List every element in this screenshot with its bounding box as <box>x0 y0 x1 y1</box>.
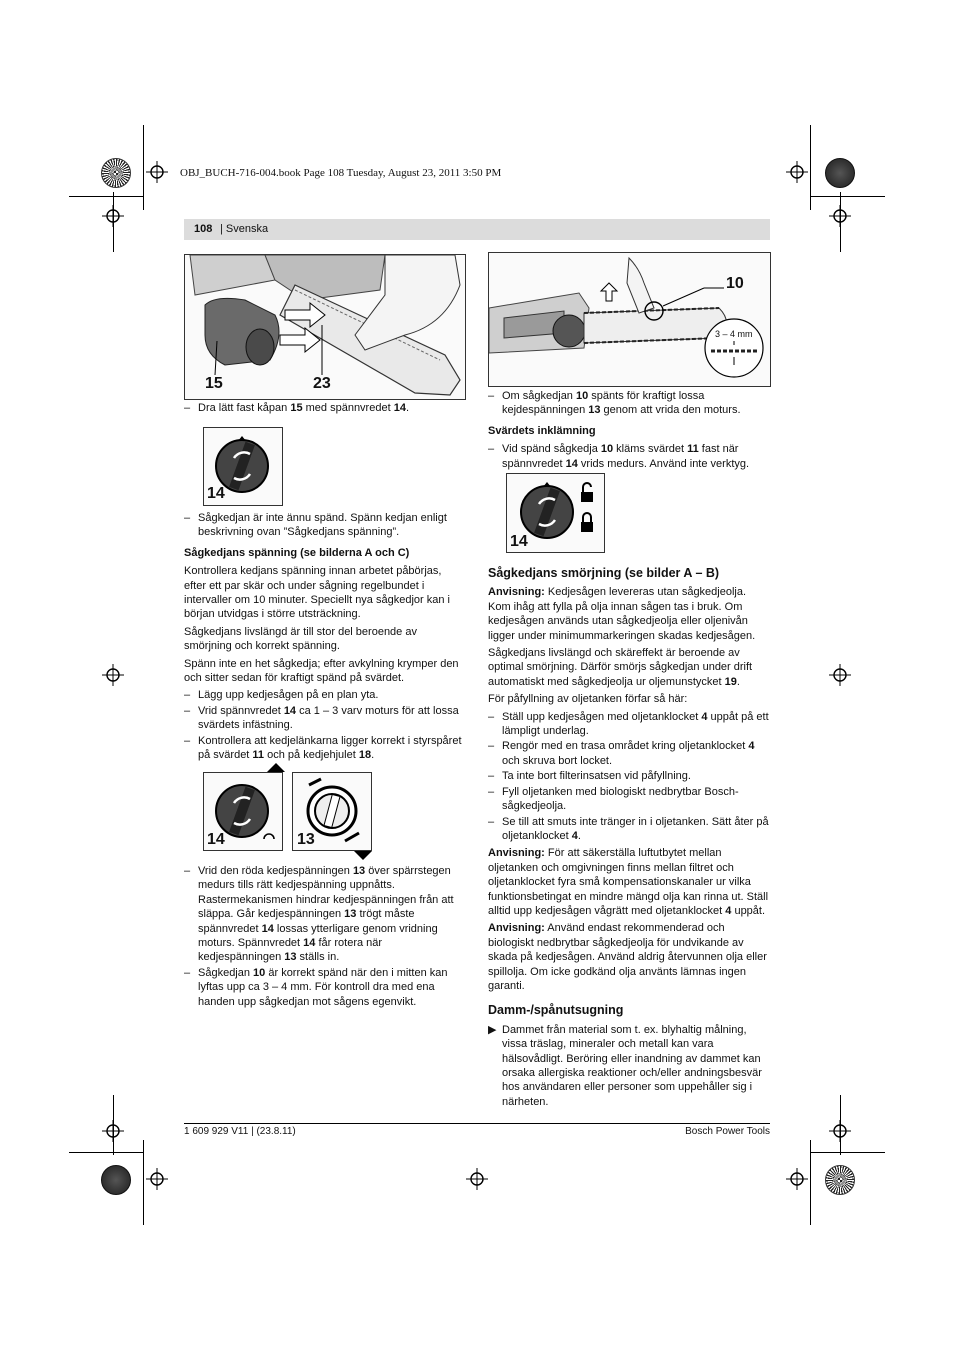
list-item: – Lägg upp kedjesågen på en plan yta. <box>184 689 379 702</box>
arrow-marker-icon <box>267 763 285 772</box>
right-column-bottom <box>488 556 770 1110</box>
figure-cover-assembly <box>184 254 466 400</box>
figure-tensioner-13 <box>292 772 372 851</box>
color-rosette-icon <box>101 1165 131 1195</box>
registration-mark-icon <box>146 161 168 183</box>
section-heading: Sågkedjans smörjning (se bilder A – B) <box>488 566 720 580</box>
footer-brand: Bosch Power Tools <box>685 1126 770 1137</box>
list-item: – Vrid spännvredet 14 ca 1 – 3 varv moturs för att lossa svärdets infästning. <box>184 704 459 732</box>
list-item: ▶ Dammet från material som t. ex. blyhaltig målning, vissa träslag, mineraler och metall kan vara hälsovådligt. Beröring eller inandning av dammet kan orsaka allergiska reaktioner och/eller andningsbesvär hos användaren eller personer som uppehåller sig i närheten. <box>488 1023 762 1108</box>
color-rosette-icon <box>101 158 131 188</box>
part-label-10: 10 <box>726 275 744 292</box>
list-item: – Fyll oljetanken med biologiskt nedbrytbar Bosch-sågkedjeolja. <box>488 785 739 813</box>
figure-knob-14 <box>203 427 283 506</box>
registration-mark-icon <box>786 1168 808 1190</box>
paragraph: Sågkedjans livslängd är till stor del beroende av smörjning och korrekt spänning. <box>184 625 417 653</box>
paragraph: För påfyllning av oljetanken förfar så här: <box>488 693 688 706</box>
paragraph: Kontrollera kedjans spänning innan arbetet påbörjas, efter ett par skär och under sågning regelbundet i intervaller om 10 minuter. Speciellt nya sågkedjor kan i början utvidgas i större utsträckning. <box>184 565 450 621</box>
section-heading: Sågkedjans spänning (se bilderna A och C) <box>184 546 410 559</box>
left-column-bottom <box>184 864 464 1010</box>
registration-mark-icon <box>102 1120 124 1142</box>
figure-knob-lock <box>506 473 605 553</box>
figure-chain-tension <box>488 252 771 387</box>
part-label-15: 15 <box>205 375 223 392</box>
page-header <box>184 219 770 240</box>
registration-mark-icon <box>786 161 808 183</box>
paragraph: Sågkedjans livslängd och skäreffekt är beroende av optimal smörjning. Därför smörjs sågkedjan under drift automatiskt med sågkedjeolja ur oljemunstycket 19. <box>488 647 753 688</box>
right-column-top <box>488 389 770 472</box>
section-heading: Svärdets inklämning <box>488 424 596 437</box>
part-label-13: 13 <box>297 831 315 848</box>
part-label-23: 23 <box>313 375 331 392</box>
list-item: – Om sågkedjan 10 spänts för kraftigt lossa kejdespänningen 13 genom att vrida den moturs. <box>488 390 741 417</box>
file-info: OBJ_BUCH-716-004.book Page 108 Tuesday, August 23, 2011 3:50 PM <box>180 167 502 179</box>
list-item: – Sågkedjan 10 är korrekt spänd när den i mitten kan lyftas upp ca 3 – 4 mm. För kontroll dra med ena handen upp sågkedjan mot sågens egenvikt. <box>184 966 448 1008</box>
list-item: – Dra lätt fast kåpan 15 med spännvredet 14. <box>184 402 410 414</box>
part-label-14: 14 <box>207 485 225 502</box>
section-heading: Damm-/spånutsugning <box>488 1003 624 1018</box>
paragraph: Spänn inte en het sågkedja; efter avkylning krymper den och sitter sedan för kraftigt spänd på svärdet. <box>184 657 459 685</box>
color-rosette-icon <box>825 1165 855 1195</box>
part-label-14: 14 <box>207 831 225 848</box>
page-number: 108 <box>194 223 213 235</box>
list-item: – Se till att smuts inte tränger in i oljetanken. Sätt åter på oljetanklocket 4. <box>488 815 769 842</box>
left-column-top <box>184 401 464 416</box>
list-item: – Kontrollera att kedjelänkarna ligger korrekt i styrspåret på svärdet 11 och på kedjehjulet 18. <box>184 734 462 762</box>
list-item: – Rengör med en trasa området kring oljetanklocket 4 och skruva bort locket. <box>488 740 755 767</box>
measure-label: 3 – 4 mm <box>715 329 753 339</box>
footer-doc-number: 1 609 929 V11 | (23.8.11) <box>184 1126 296 1137</box>
registration-mark-icon <box>146 1168 168 1190</box>
list-item: – Ta inte bort filterinsatsen vid påfyllning. <box>488 770 691 783</box>
chain-tension-illustration <box>489 253 770 386</box>
registration-mark-icon <box>102 205 124 227</box>
registration-mark-icon <box>102 664 124 686</box>
list-item: – Vrid den röda kedjespänningen 13 över spärrstegen medurs tills rätt kedjespänning uppnåtts. Rastermekanismen hindrar kedjespänningen från att släppa. Går kedjespänningen 13 trögt måste spännvredet 14 lossas ytterligare genom vridning moturs. Spännvredet 14 får rotera när kedjespänningen 13 ställs in. <box>184 865 454 964</box>
registration-mark-icon <box>829 205 851 227</box>
list-item: – Ställ upp kedjesågen med oljetanklocket 4 uppåt på ett lämpligt underlag. <box>488 710 769 738</box>
list-item: – Sågkedjan är inte ännu spänd. Spänn kedjan enligt beskrivning ovan ”Sågkedjans spänning”. <box>184 512 447 539</box>
page-language: | Svenska <box>220 223 269 235</box>
registration-mark-icon <box>829 664 851 686</box>
registration-mark-icon <box>829 1120 851 1142</box>
color-rosette-icon <box>825 158 855 188</box>
paragraph: Anvisning: För att säkerställa luftutbytet mellan oljetanken och omgivningen finns mellan filtret och oljetanklocket fyra små kompensationskanaler ur vilka funktionsbetingat en mindre mängd olja kan rinna ut. Ställ alltid upp kedjesågen vågrätt med oljetanklocket 4 uppåt. <box>488 847 769 917</box>
registration-mark-icon <box>466 1168 488 1190</box>
part-label-14: 14 <box>510 533 528 550</box>
paragraph: Anvisning: Kedjesågen levereras utan sågkedjeolja. Kom ihåg att fylla på olja innan sågen tas i bruk. Om kedjesågen används utan sågkedjeolja eller oljenivån ligger under minimummarkeringen skadas kedjesågen. <box>488 586 756 642</box>
list-item: – Vid spänd sågkedja 10 kläms svärdet 11 fast när spännvredet 14 vrids medurs. Använd inte verktyg. <box>488 443 750 470</box>
arrow-marker-icon <box>354 851 372 860</box>
figure-knob-14-loosen <box>203 772 283 851</box>
footer-rule <box>184 1123 770 1124</box>
paragraph: Anvisning: Använd endast rekommenderad och biologiskt nedbrytbar sågkedjeolja för undvikande av skada på kedjesågen. Använd aldrig återvunnen olja eller spillolja. Om icke godkänd olja använts lämnas ingen garanti. <box>488 922 767 992</box>
left-column-middle <box>184 511 464 764</box>
